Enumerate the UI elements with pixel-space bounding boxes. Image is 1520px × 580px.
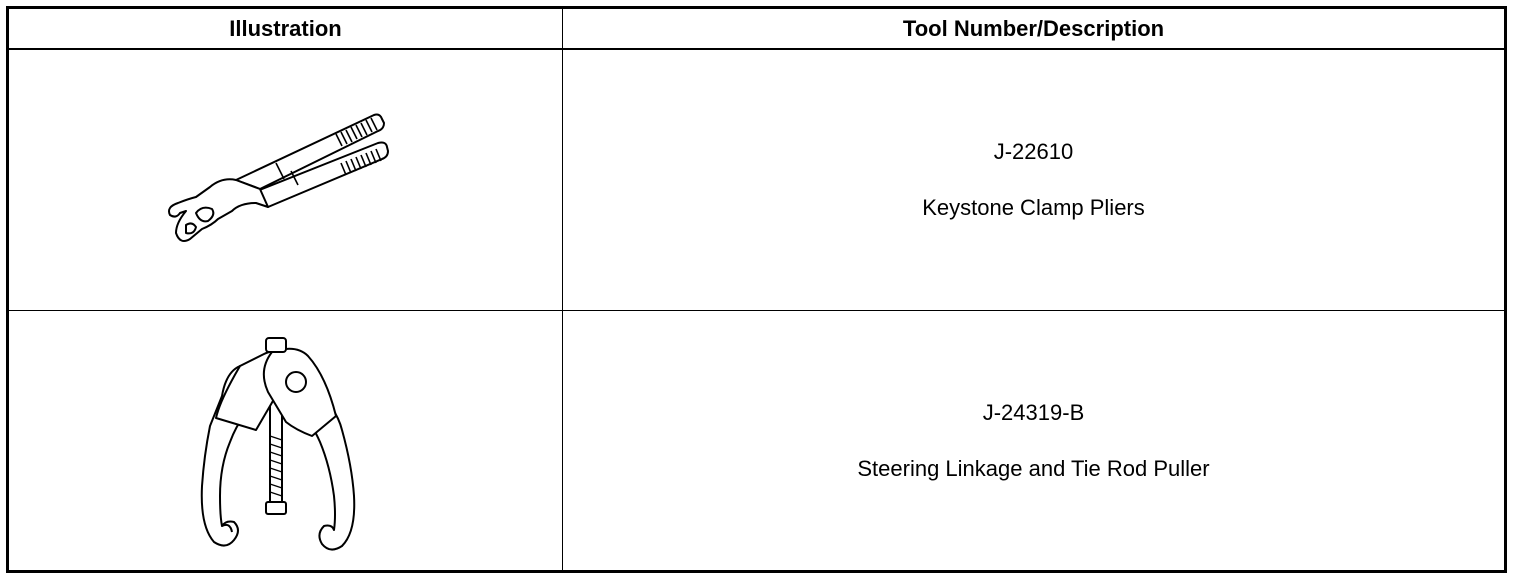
header-tool-description [563,9,1504,50]
keystone-clamp-pliers-icon [156,105,416,255]
header-tool-description-label: Tool Number/Description [902,15,1165,41]
tool-description: Keystone Clamp Pliers [922,195,1145,220]
tie-rod-puller-icon [186,326,386,556]
description-cell-pliers [563,50,1504,311]
tool-number: J-22610 [993,139,1074,164]
illustration-cell-pliers [9,50,563,311]
header-illustration-label: Illustration [229,15,342,41]
illustration-cell-puller [9,311,563,570]
description-cell-puller [563,311,1504,570]
header-illustration [9,9,563,50]
tool-number: J-24319-B [982,399,1085,425]
tool-description: Steering Linkage and Tie Rod Puller [857,455,1210,481]
special-tools-table [6,6,1507,573]
